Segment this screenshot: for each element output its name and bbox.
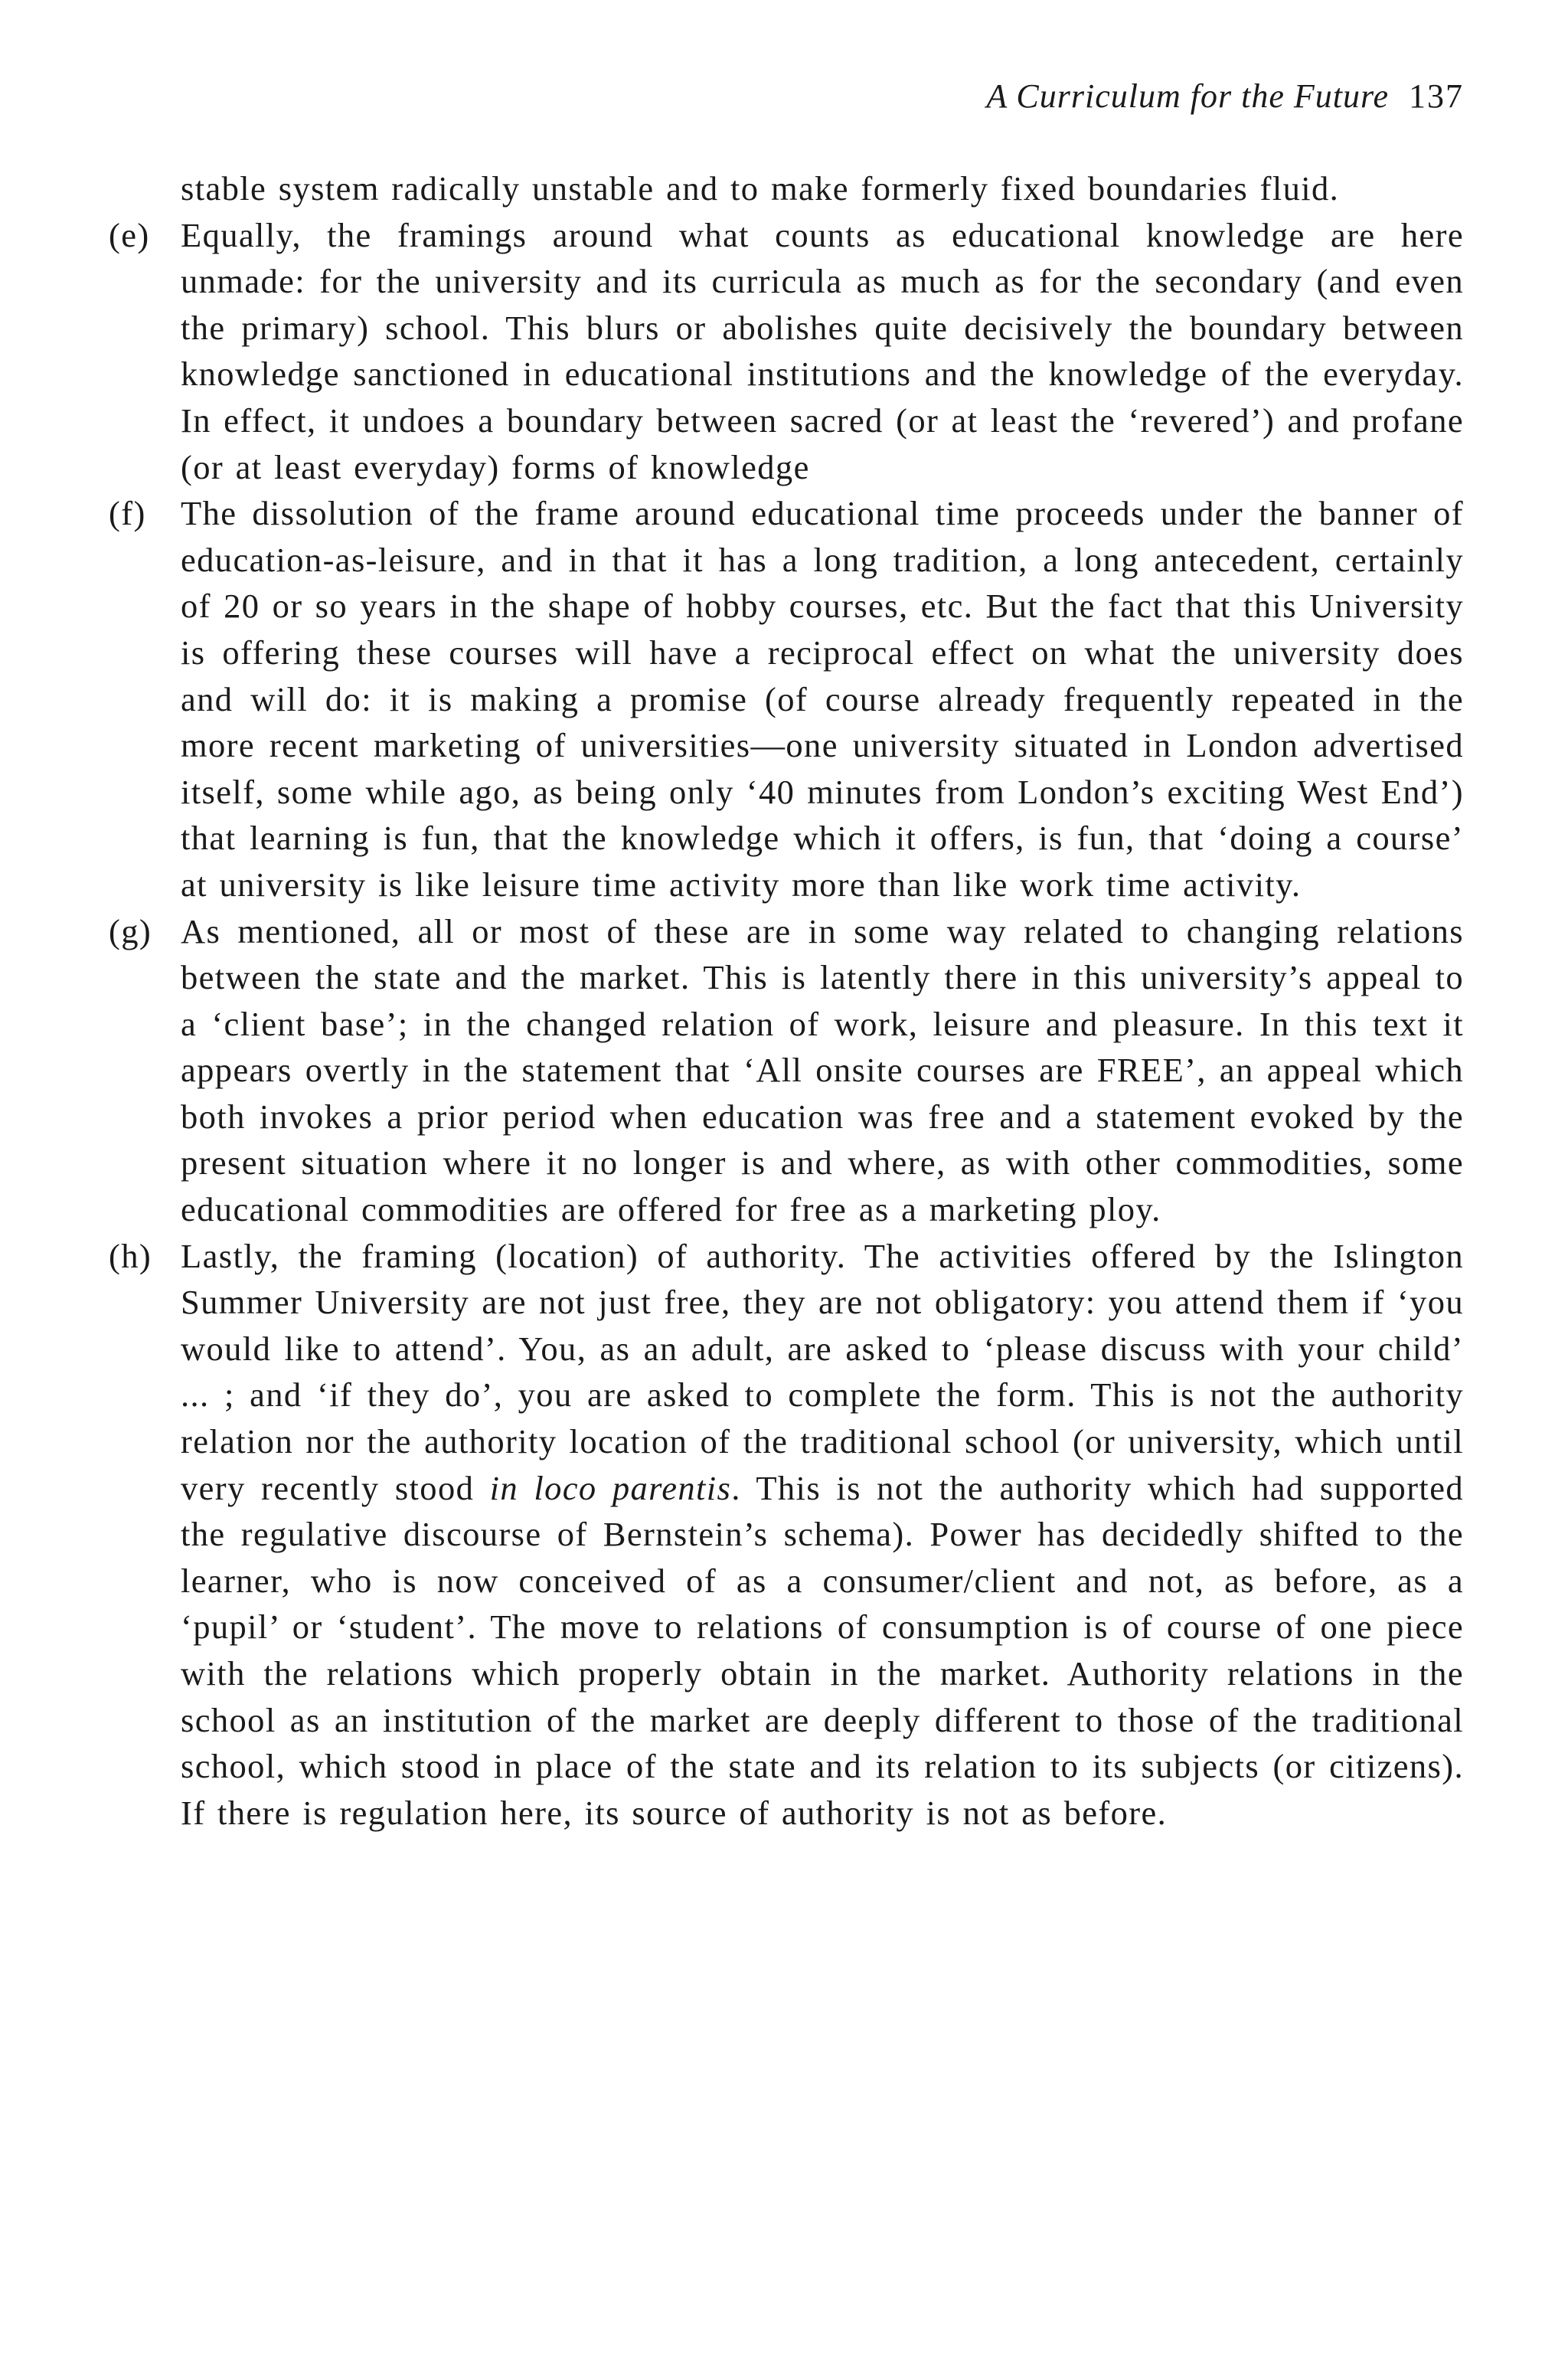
- list-item-f: [109, 490, 1464, 908]
- paragraph-text: As mentioned, all or most of these are in some way related to changing relations between the state and the market. This is latently there in this university’s appeal to a ‘client base’; in the changed relation of work, leisure and pleasure. In this text it appears overtly in the statement that ‘All onsite courses are FREE’, an appeal which both invokes a prior period when education was free and a statement evoked by the present situation where it no longer is and where, as with other commodities, some educational commodities are offered for free as a marketing ploy.: [181, 911, 1464, 1229]
- list-marker: (h): [109, 1236, 152, 1275]
- paragraph-continued: [181, 165, 1464, 212]
- running-title: A Curriculum for the Future: [986, 77, 1389, 115]
- italic-phrase: in loco parentis: [489, 1468, 732, 1507]
- paragraph-text: [181, 1233, 1464, 1837]
- list-marker: (g): [109, 911, 152, 950]
- page-number: 137: [1409, 77, 1464, 115]
- list-item-h: [109, 1233, 1464, 1837]
- list-item-g: [109, 908, 1464, 1233]
- body-text: [109, 165, 1464, 1836]
- paragraph-text: stable system radically unstable and to make formerly fixed boundaries fluid.: [181, 169, 1340, 208]
- list-marker: (e): [109, 215, 150, 254]
- list-marker: (f): [109, 494, 146, 533]
- paragraph-text: Equally, the framings around what counts as educational knowledge are here unmade: for the university and its curricula as much as for the secondary (and even the primary) school. This blurs or abolishes quite decisively the boundary between knowledge sanctioned in educational institutions and the knowledge of the everyday. In effect, it undoes a boundary between sacred (or at least the ‘revered’) and profane (or at least everyday) forms of knowledge: [181, 215, 1464, 486]
- paragraph-text-part: . This is not the authority which had supported the regulative discourse of Bernstein’s schema). Power has decidedly shifted to the learner, who is now conceived of as a consumer/client and not, as before, as a ‘pupil’ or ‘student’. The move to relations of consumption is of course of one piece with the relations which properly obtain in the market. Authority relations in the school as an institution of the market are deeply different to those of the traditional school, which stood in place of the state and its relation to its subjects (or citizens). If there is regulation here, its source of authority is not as before.: [181, 1468, 1464, 1832]
- paragraph-text-part: Lastly, the framing (location) of authority. The activities offered by the Islington Summer University are not just free, they are not obligatory: you attend them if ‘you would like to attend’. You, as an adult, are asked to ‘please discuss with your child’ ... ; and ‘if they do’, you are asked to complete the form. This is not the authority relation nor the authority location of the traditional school (or university, which until very recently stood: [181, 1236, 1464, 1507]
- list-item-e: [109, 212, 1464, 491]
- running-head: [986, 74, 1464, 119]
- paragraph-text: The dissolution of the frame around educational time proceeds under the banner of education-as-leisure, and in that it has a long tradition, a long antecedent, certainly of 20 or so years in the shape of hobby courses, etc. But the fact that this University is offering these courses will have a reciprocal effect on what the university does and will do: it is making a promise (of course already frequently repeated in the more recent marketing of universities—one university situated in London advertised itself, some while ago, as being only ‘40 minutes from London’s exciting West End’) that learning is fun, that the knowledge which it offers, is fun, that ‘doing a course’ at university is like leisure time activity more than like work time activity.: [181, 494, 1464, 904]
